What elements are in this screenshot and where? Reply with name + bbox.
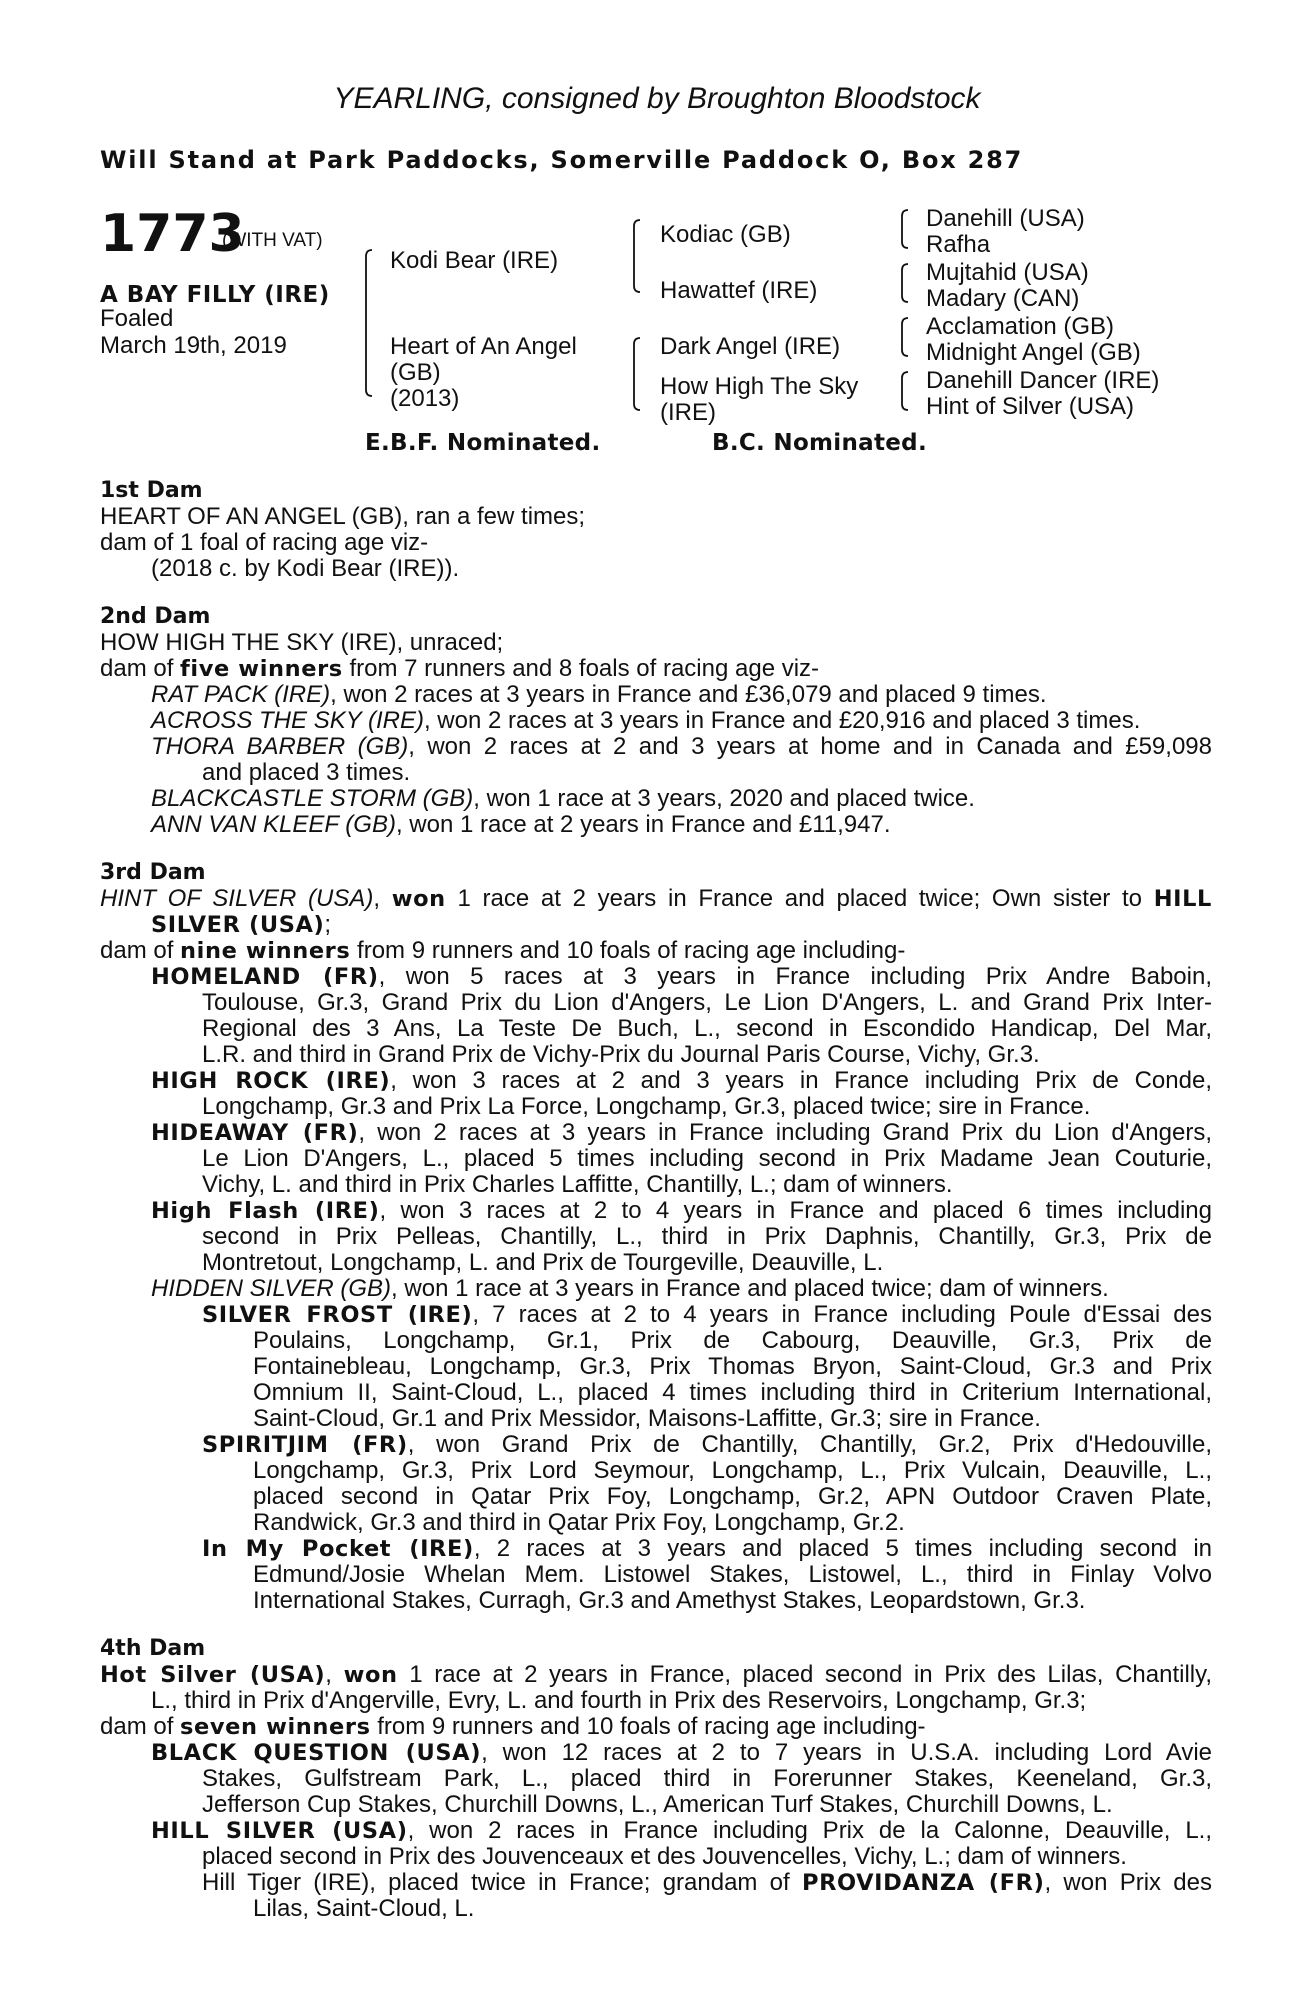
consignment-line: YEARLING, consigned by Broughton Bloodstock [333,82,981,115]
progeny-entry: HOMELAND (FR), won 5 races at 3 years in France including Prix Andre Baboin, [151,963,1212,990]
bc-nominated: B.C. Nominated. [712,430,927,456]
progeny-entry: ANN VAN KLEEF (GB), won 1 race at 2 years in France and £11,947. [151,811,891,838]
stand-location: Will Stand at Park Paddocks, Somerville Paddock O, Box 287 [100,146,1024,174]
dam-name-line: (2013) [390,385,460,412]
text-line: Jefferson Cup Stakes, Churchill Downs, L., American Turf Stakes, Churchill Downs, L. [202,1791,1113,1818]
text-line: Omnium II, Saint-Cloud, L., placed 4 times including third in Criterium International, [253,1379,1212,1406]
ebf-nominated: E.B.F. Nominated. [365,430,601,456]
gg-name: Hint of Silver (USA) [926,393,1135,420]
progeny-entry: THORA BARBER (GB), won 2 races at 2 and 3 years at home and in Canada and £59,098 [151,733,1212,760]
third-dam-heading: 3rd Dam [100,860,206,885]
text-line: HOW HIGH THE SKY (IRE), unraced; [100,629,504,656]
gg-name: Danehill (USA) [926,205,1085,232]
progeny-entry: Hill Tiger (IRE), placed twice in France; grandam of PROVIDANZA (FR), won Prix des [202,1869,1213,1896]
text-line: Stakes, Gulfstream Park, L., placed third in Forerunner Stakes, Keeneland, Gr.3, [202,1765,1212,1792]
gg-name: Danehill Dancer (IRE) [926,367,1160,394]
dam-sire-name: Dark Angel (IRE) [660,333,841,360]
sire-name: Kodi Bear (IRE) [390,247,559,274]
progeny-entry: ACROSS THE SKY (IRE), won 2 races at 3 years in France and £20,916 and placed 3 times. [151,707,1141,734]
text-line: Edmund/Josie Whelan Mem. Listowel Stakes, Listowel, L., third in Finlay Volvo [253,1561,1212,1588]
text-line: placed second in Qatar Prix Foy, Longchamp, Gr.2, APN Outdoor Craven Plate, [253,1483,1212,1510]
text-line: HEART OF AN ANGEL (GB), ran a few times; [100,503,586,530]
dam-name-line: (GB) [390,359,441,386]
text-line: SILVER (USA); [151,911,332,938]
text-line: (2018 c. by Kodi Bear (IRE)). [151,555,460,582]
text-line: Vichy, L. and third in Prix Charles Laffitte, Chantilly, L.; dam of winners. [202,1171,953,1198]
dam-name-line: Heart of An Angel [390,333,577,360]
progeny-entry: SPIRITJIM (FR), won Grand Prix de Chantilly, Chantilly, Gr.2, Prix d'Hedouville, [202,1431,1212,1458]
lot-title: A BAY FILLY (IRE) [100,282,330,308]
text-line: Montretout, Longchamp, L. and Prix de Tourgeville, Deauville, L. [202,1249,884,1276]
second-dam-heading: 2nd Dam [100,604,211,629]
text-line: dam of 1 foal of racing age viz- [100,529,429,556]
text-line: dam of five winners from 7 runners and 8 foals of racing age viz- [100,655,820,682]
bracket-gg1 [898,208,912,250]
progeny-entry: High Flash (IRE), won 3 races at 2 to 4 years in France and placed 6 times including [151,1197,1212,1224]
text-line: second in Prix Pelleas, Chantilly, L., third in Prix Daphnis, Chantilly, Gr.3, Prix de [202,1223,1212,1250]
text-line: Randwick, Gr.3 and third in Qatar Prix Foy, Longchamp, Gr.2. [253,1509,905,1536]
progeny-entry: HIDDEN SILVER (GB), won 1 race at 3 years in France and placed twice; dam of winners. [151,1275,1109,1302]
foaled-date: March 19th, 2019 [100,332,287,359]
text-line: Regional des 3 Ans, La Teste De Buch, L., second in Escondido Handicap, Del Mar, [202,1015,1212,1042]
progeny-entry: In My Pocket (IRE), 2 races at 3 years and placed 5 times including second in [202,1535,1212,1562]
text-line: Poulains, Longchamp, Gr.1, Prix de Cabourg, Deauville, Gr.3, Prix de [253,1327,1212,1354]
gg-name: Acclamation (GB) [926,313,1115,340]
text-line: Hot Silver (USA), won 1 race at 2 years in France, placed second in Prix des Lilas, Chantilly, [100,1661,1212,1688]
bracket-sire [630,218,644,294]
dam-dam-line: (IRE) [660,399,716,426]
progeny-entry: HILL SILVER (USA), won 2 races in France including Prix de la Calonne, Deauville, L., [151,1817,1212,1844]
gg-name: Madary (CAN) [926,285,1080,312]
text-line: Fontainebleau, Longchamp, Gr.3, Prix Thomas Bryon, Saint-Cloud, Gr.3 and Prix [253,1353,1212,1380]
text-line: Le Lion D'Angers, L., placed 5 times including second in Prix Madame Jean Couturie, [202,1145,1212,1172]
progeny-entry: BLACK QUESTION (USA), won 12 races at 2 to 7 years in U.S.A. including Lord Avie [151,1739,1213,1766]
gg-name: Mujtahid (USA) [926,259,1089,286]
text-line: and placed 3 times. [202,759,411,786]
text-line: placed second in Prix des Jouvenceaux et des Jouvencelles, Vichy, L.; dam of winners. [202,1843,1127,1870]
text-line: Saint-Cloud, Gr.1 and Prix Messidor, Maisons-Laffitte, Gr.3; sire in France. [253,1405,1041,1432]
bracket-gg3 [898,316,912,358]
vat-note: (WITH VAT) [222,230,323,251]
sire-sire-name: Kodiac (GB) [660,221,791,248]
dam-dam-name [660,374,858,426]
progeny-entry: HIGH ROCK (IRE), won 3 races at 2 and 3 years in France including Prix de Conde, [151,1067,1212,1094]
text-line: Longchamp, Gr.3, Prix Lord Seymour, Longchamp, L., Prix Vulcain, Deauville, L., [253,1457,1212,1484]
text-line: dam of nine winners from 9 runners and 10 foals of racing age including- [100,937,906,964]
lot-number: 1773 [100,204,245,264]
text-line: International Stakes, Curragh, Gr.3 and Amethyst Stakes, Leopardstown, Gr.3. [253,1587,1086,1614]
progeny-entry: HIDEAWAY (FR), won 2 races at 3 years in France including Grand Prix du Lion d'Angers, [151,1119,1212,1146]
text-line: dam of seven winners from 9 runners and 10 foals of racing age including- [100,1713,926,1740]
sire-dam-name: Hawattef (IRE) [660,277,818,304]
gg-name: Rafha [926,231,991,258]
text-line: HINT OF SILVER (USA), won 1 race at 2 years in France and placed twice; Own sister to HILL [100,885,1212,912]
foaled-info [100,305,287,359]
progeny-entry: BLACKCASTLE STORM (GB), won 1 race at 3 years, 2020 and placed twice. [151,785,975,812]
dam-name [390,334,577,412]
text-line: L., third in Prix d'Angerville, Evry, L. and fourth in Prix des Reservoirs, Longchamp, Gr.3; [151,1687,1087,1714]
bracket-gg2 [898,262,912,304]
gg-name: Midnight Angel (GB) [926,339,1141,366]
progeny-entry: SILVER FROST (IRE), 7 races at 2 to 4 years in France including Poule d'Essai des [202,1301,1213,1328]
bracket-dam [630,336,644,412]
fourth-dam-heading: 4th Dam [100,1636,206,1661]
text-line: Longchamp, Gr.3 and Prix La Force, Longchamp, Gr.3, placed twice; sire in France. [202,1093,1091,1120]
first-dam-heading: 1st Dam [100,478,203,503]
bracket-gg4 [898,370,912,412]
progeny-entry: RAT PACK (IRE), won 2 races at 3 years in France and £36,079 and placed 9 times. [151,681,1047,708]
foaled-label: Foaled [100,305,174,332]
text-line: Lilas, Saint-Cloud, L. [253,1895,475,1922]
text-line: Toulouse, Gr.3, Grand Prix du Lion d'Angers, Le Lion D'Angers, L. and Grand Prix Inter- [202,989,1212,1016]
dam-dam-line: How High The Sky [660,373,859,400]
text-line: L.R. and third in Grand Prix de Vichy-Prix du Journal Paris Course, Vichy, Gr.3. [202,1041,1040,1068]
bracket-main [362,248,376,398]
